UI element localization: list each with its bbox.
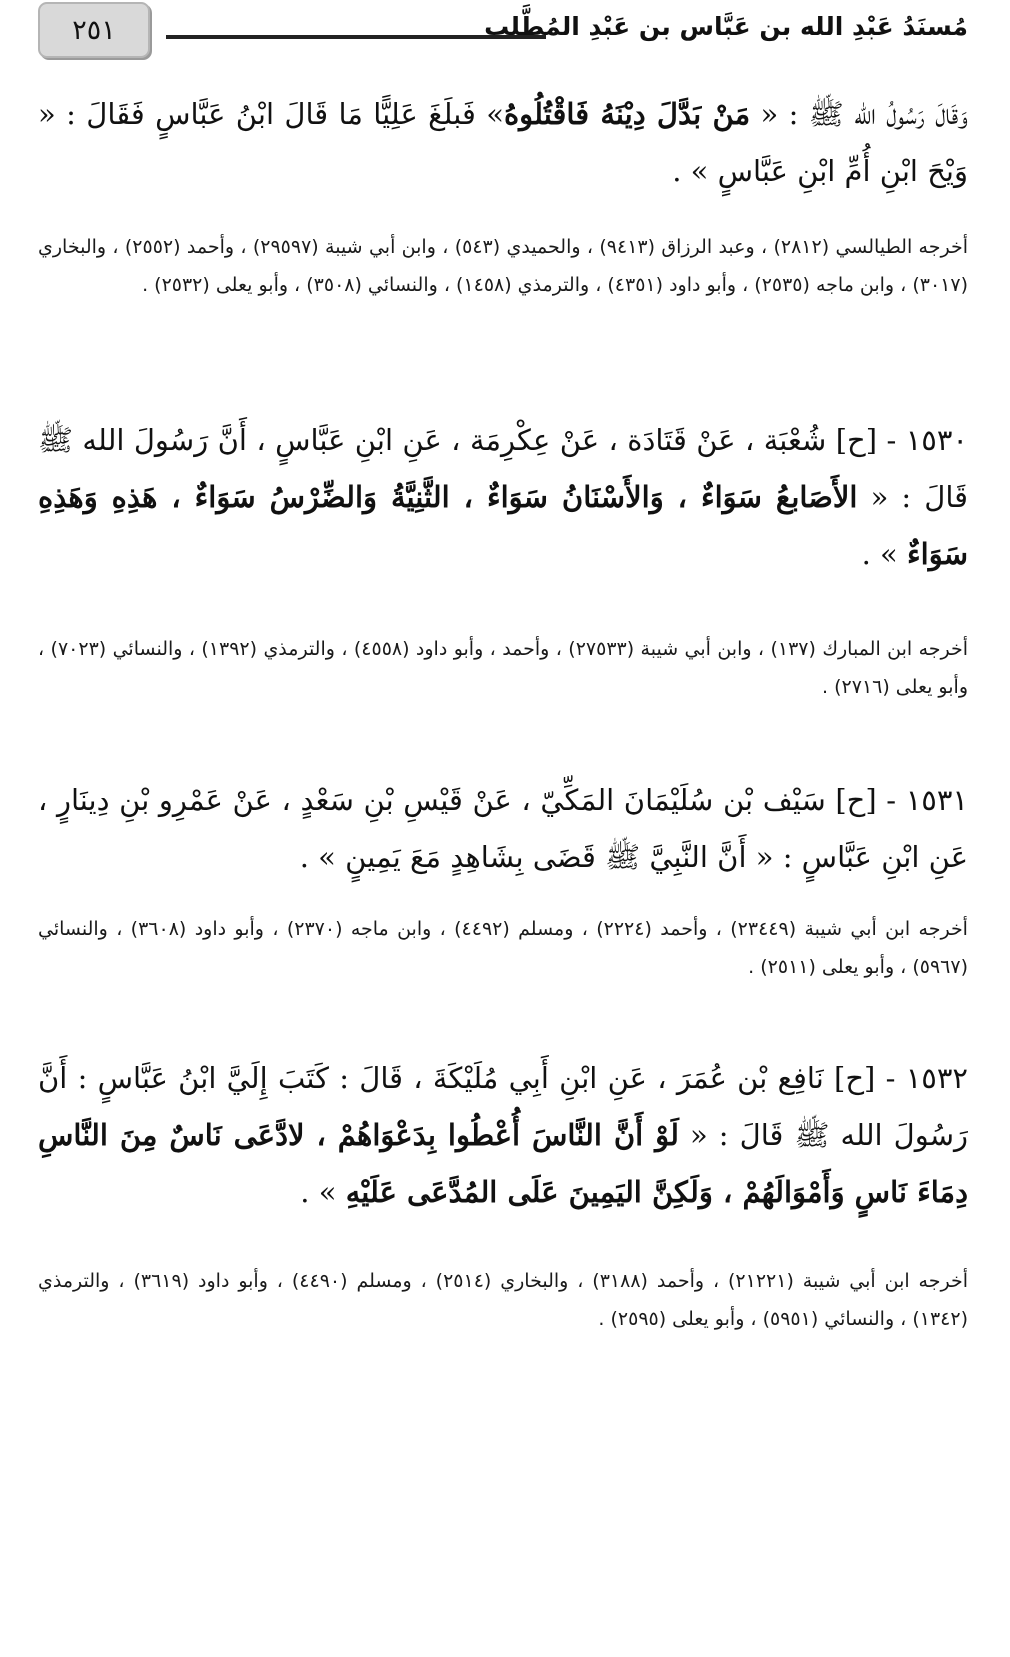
hadith-quote: الأَصَابعُ سَوَاءٌ ، وَالأَسْنَانُ سَوَاءٌ ، الثَّنِيَّةُ وَالضِّرْسُ سَوَاءٌ ، هَذِهِ وَهَذِهِ سَوَاءٌ [38,480,968,571]
takhrij-note: أخرجه ابن أبي شيبة (٢١٢٢١) ، وأحمد (٣١٨٨) ، والبخاري (٢٥١٤) ، ومسلم (٤٤٩٠) ، وأبو داود (٣٦١٩) ، والترمذي (١٣٤٢) ، والنسائي (٥٩٥١) ، وأبو يعلى (٢٥٩٥) . [38,1270,968,1330]
page-number: ٢٥١ [38,2,150,58]
hadith-outro: » . [861,537,908,571]
hadith-text [38,772,968,886]
hadith-intro: ١٥٣٠ - [ح] شُعْبَة ، عَنْ قَتَادَة ، عَنْ عِكْرِمَة ، عَنِ ابْنِ عَبَّاسٍ ، أَنَّ رَسُولَ الله ﷺ قَالَ : « [38,423,969,514]
hadith-text [38,86,968,200]
hadith-intro: ١٥٣١ - [ح] سَيْف بْن سُلَيْمَانَ المَكِّيّ ، عَنْ قَيْسِ بْنِ سَعْدٍ ، عَنْ عَمْرِو بْنِ دِينَارٍ ، عَنِ ابْنِ عَبَّاسٍ : « أَنَّ النَّبِيَّ ﷺ قَضَى بِشَاهِدٍ مَعَ يَمِينٍ » . [38,783,968,874]
hadith-intro: ١٥٣٢ - [ح] نَافِع بْن عُمَرَ ، عَنِ ابْنِ أَبِي مُلَيْكَةَ ، قَالَ : كَتَبَ إِلَيَّ ابْنُ عَبَّاسٍ : أَنَّ رَسُولَ الله ﷺ قَالَ : « [38,1061,968,1152]
header-rule [166,35,546,39]
hadith-text [38,412,968,583]
hadith-outro: » . [300,1175,346,1209]
hadith-intro: وَقَالَ رَسُولُ الله ﷺ : « [750,97,968,131]
running-title: مُسنَدُ عَبْدِ الله بن عَبَّاس بن عَبْدِ المُطَّلب [484,12,968,41]
hadith-outro: » فَبلَغَ عَلِيًّا مَا قَالَ ابْنُ عَبَّاسٍ فَقَالَ : « وَيْحَ ابْنِ أُمِّ ابْنِ عَبَّاسٍ » . [38,97,968,188]
hadith-quote: لَوْ أَنَّ النَّاسَ أُعْطُوا بِدَعْوَاهُمْ ، لادَّعَى نَاسٌ مِنَ النَّاسِ دِمَاءَ نَاسٍ وَأَمْوَالَهُمْ ، وَلَكِنَّ اليَمِينَ عَلَى المُدَّعَى عَلَيْهِ [38,1118,968,1209]
page-header [38,2,968,64]
hadith-text [38,1050,968,1221]
takhrij-note: أخرجه ابن المبارك (١٣٧) ، وابن أبي شيبة (٢٧٥٣٣) ، وأحمد ، وأبو داود (٤٥٥٨) ، والترمذي (١٣٩٢) ، والنسائي (٧٠٢٣) ، وأبو يعلى (٢٧١٦) . [38,638,969,698]
takhrij-note: أخرجه ابن أبي شيبة (٢٣٤٤٩) ، وأحمد (٢٢٢٤) ، ومسلم (٤٤٩٢) ، وابن ماجه (٢٣٧٠) ، وأبو داود (٣٦٠٨) ، والنسائي (٥٩٦٧) ، وأبو يعلى (٢٥١١) . [38,918,968,978]
hadith-quote: مَنْ بَدَّلَ دِيْنَهُ فَاقْتُلُوهُ [503,97,751,131]
takhrij-note: أخرجه الطيالسي (٢٨١٢) ، وعبد الرزاق (٩٤١٣) ، والحميدي (٥٤٣) ، وابن أبي شيبة (٢٩٥٩٧) ، وأحمد (٢٥٥٢) ، والبخاري (٣٠١٧) ، وابن ماجه (٢٥٣٥) ، وأبو داود (٤٣٥١) ، والترمذي (١٤٥٨) ، والنسائي (٣٥٠٨) ، وأبو يعلى (٢٥٣٢) . [38,236,968,296]
